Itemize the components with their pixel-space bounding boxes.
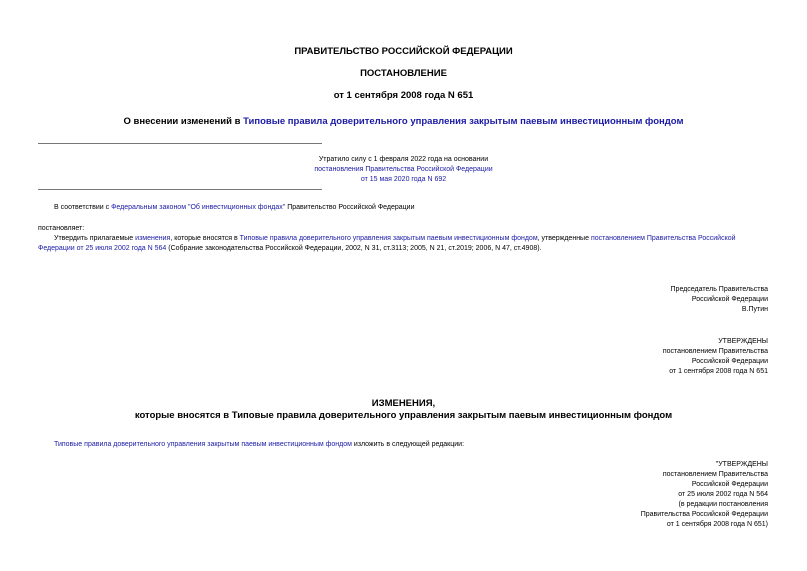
changes-subheading: которые вносятся в Типовые правила доверительного управления закрытым паевым инвестиционным фондом: [134, 410, 673, 421]
divider-bottom: [38, 189, 322, 190]
approved-line1: УТВЕРЖДЕНЫ: [718, 338, 768, 345]
resolution-link-part2[interactable]: Федерации от 25 июля 2002 года N 564: [38, 245, 167, 252]
p3-a: Утвердить прилагаемые: [54, 235, 136, 242]
rules-link-2[interactable]: Типовые правила доверительного управления закрытым паевым инвестиционным фондом: [54, 441, 352, 448]
approve-line1: [38, 234, 778, 244]
federal-law-link[interactable]: Федеральным законом "Об инвестиционных фондах": [111, 204, 286, 211]
resolution-link-part1[interactable]: постановлением Правительства Российской: [590, 235, 736, 242]
document-type: ПОСТАНОВЛЕНИЕ: [360, 68, 447, 79]
changes-suffix: изложить в следующей редакции:: [351, 441, 465, 448]
paragraph-resolves: постановляет:: [38, 225, 85, 232]
p3-d: (Собрание законодательства Российской Федерации, 2002, N 31, ст.3113; 2005, N 21, ст.2019; 2006, N 47, ст.4908).: [166, 245, 542, 252]
approved-line3: Российской Федерации: [691, 358, 768, 365]
changes-link[interactable]: изменения: [135, 235, 171, 242]
status-note-line1: Утратило силу с 1 февраля 2022 года на основании: [318, 156, 489, 163]
paragraph-approve: [38, 234, 778, 254]
signature-line3: В.Путин: [741, 306, 768, 313]
title-prefix: О внесении изменений в: [123, 116, 244, 127]
approved2-line1: "УТВЕРЖДЕНЫ: [715, 461, 768, 468]
approved2-line3: Российской Федерации: [691, 481, 768, 488]
document-title: [0, 116, 807, 127]
p3-c: , утвержденные: [537, 235, 591, 242]
p1-prefix: В соответствии с: [54, 204, 112, 211]
status-note-link1[interactable]: постановления Правительства Российской Федерации: [314, 166, 493, 173]
changes-heading: ИЗМЕНЕНИЯ,: [371, 398, 436, 409]
document-date-number: от 1 сентября 2008 года N 651: [333, 90, 474, 101]
divider-top: [38, 143, 322, 144]
approved-line2: постановлением Правительства: [662, 348, 768, 355]
approved2-line5: (в редакции постановления: [678, 501, 768, 508]
signature-line2: Российской Федерации: [691, 296, 768, 303]
signature-block: [671, 285, 768, 315]
government-name: ПРАВИТЕЛЬСТВО РОССИЙСКОЙ ФЕДЕРАЦИИ: [294, 46, 513, 57]
status-note: [0, 155, 807, 185]
approved-block-2: [641, 460, 768, 530]
approved2-line7: от 1 сентября 2008 года N 651): [666, 521, 768, 528]
signature-line1: Председатель Правительства: [670, 286, 768, 293]
title-link[interactable]: Типовые правила доверительного управления закрытым паевым инвестиционным фондом: [243, 116, 684, 127]
approved2-line4: от 25 июля 2002 года N 564: [678, 491, 768, 498]
rules-link[interactable]: Типовые правила доверительного управления закрытым паевым инвестиционным фондом: [239, 235, 538, 242]
p3-b: , которые вносятся в: [170, 235, 240, 242]
approve-line2: [38, 244, 778, 254]
approved-block: [663, 337, 768, 377]
p1-suffix: Правительство Российской Федерации: [285, 204, 415, 211]
paragraph-basis: [54, 203, 415, 213]
paragraph-changes: [54, 440, 464, 450]
status-note-link2[interactable]: от 15 мая 2020 года N 692: [360, 176, 447, 183]
approved-line4: от 1 сентября 2008 года N 651: [669, 368, 768, 375]
approved2-line2: постановлением Правительства: [662, 471, 768, 478]
approved2-line6: Правительства Российской Федерации: [640, 511, 768, 518]
